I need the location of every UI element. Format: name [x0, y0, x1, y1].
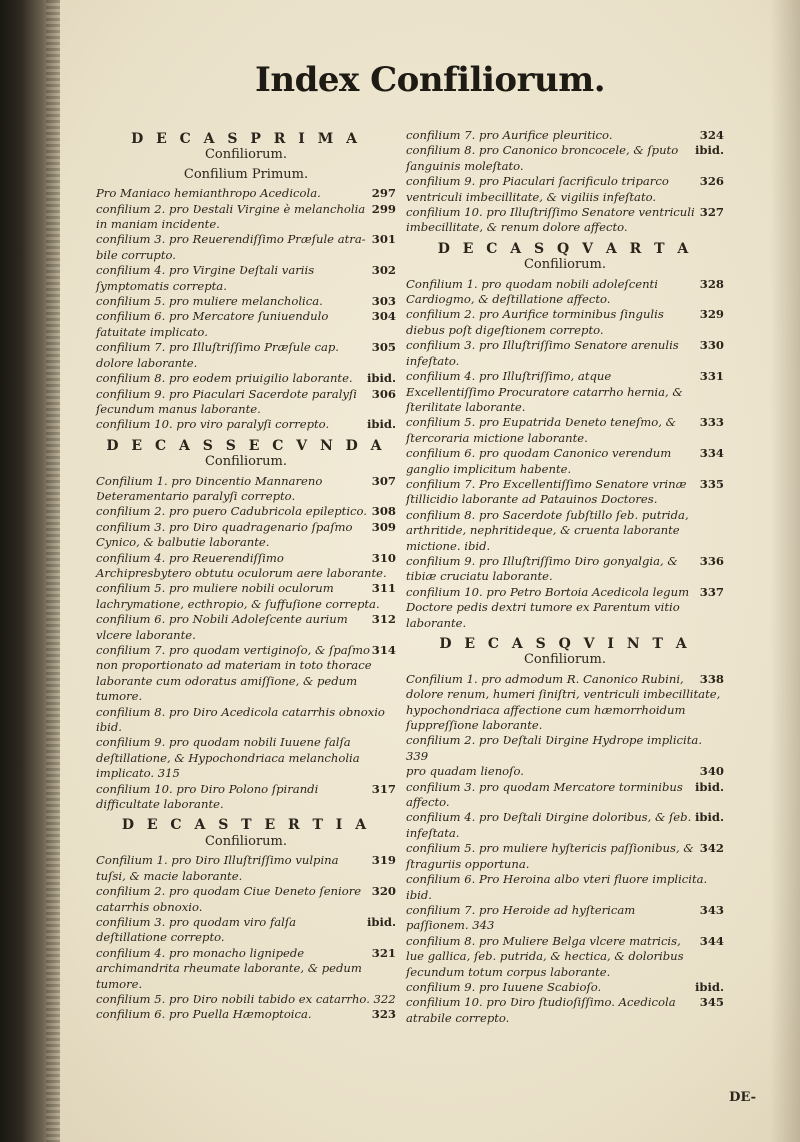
index-entry	[96, 946, 396, 992]
page-number: ibid.	[694, 143, 724, 158]
entry-text: confilium 7. pro Aurifice pleuritico.	[406, 128, 613, 142]
page-number: 307	[371, 473, 396, 488]
section-subheading: Confiliorum.	[204, 454, 287, 470]
entry-text: confilium 5. pro muliere nobili oculorum lachrymatione, ecthropio, & ſuffuſione correpta.	[96, 581, 380, 611]
page-number: ibid.	[366, 371, 396, 386]
index-entry	[406, 780, 724, 811]
section-subheading: Confiliorum.	[523, 257, 606, 273]
entry-text: confilium 8. pro eodem priuigilio laborante.	[96, 371, 353, 386]
index-entry	[96, 263, 396, 294]
page-number: 305	[371, 340, 396, 355]
page-number: 320	[371, 884, 396, 899]
entry-text: confilium 8. pro Sacerdote ſubſtillo ſeb. putrida, arthritide, nephritideque, & cruenta laborante mictione. ibid.	[406, 507, 689, 553]
index-entry	[406, 277, 724, 308]
left-column	[96, 126, 396, 1023]
page-number: 319	[371, 853, 396, 868]
entry-text: confilium 2. pro puero Cadubricola epileptico.	[96, 504, 367, 519]
page-number: 345	[699, 995, 724, 1010]
page-number: 324	[699, 128, 724, 142]
index-entry	[96, 387, 396, 418]
entry-text: confilium 5. pro Eupatrida Ʋeneto teneſmo, & ſtercoraria mictione laborante.	[406, 415, 676, 445]
page-number: 340	[699, 764, 724, 779]
section-subheading: Confiliorum.	[204, 833, 287, 849]
index-entry	[96, 915, 396, 946]
index-entry	[406, 205, 724, 236]
index-entry	[96, 551, 396, 582]
page-number: ibid.	[694, 810, 724, 825]
entry-text: confilium 6. pro Mercatore ſuniuendulo fatuitate implicato.	[96, 309, 329, 339]
entry-text: confilium 3. pro Illuſtriſſimo Senatore arenulis infeſtato.	[406, 338, 679, 368]
index-entry	[406, 872, 724, 903]
decas-heading: D E C A S Q V A R T A	[437, 240, 693, 257]
index-entry	[96, 294, 396, 309]
entry-text: confilium 8. pro Muliere Belga vlcere matricis, lue gallica, ſeb. putrida, & hectica, & doloribus ſecundum totum corpus laborante.	[406, 933, 684, 979]
entry-text: confilium 3. pro quodam Mercatore torminibus affecto.	[406, 779, 683, 810]
page-edge-shadow	[770, 0, 800, 1142]
page-number: 306	[371, 386, 396, 401]
entry-text: confilium 4. pro Ʋeſtali Ʋirgine doloribus, & ſeb. infeſtata.	[406, 810, 692, 840]
index-entry	[96, 309, 396, 340]
page-number: 310	[371, 550, 396, 565]
index-entry	[406, 338, 724, 369]
entry-text: Confilium 1. pro Ʋiro Illuſtriſſimo vulpina tuſsi, & macie laborante.	[96, 853, 339, 883]
entry-text: confilium 4. pro Reuerendiſſimo Archipresbytero obtutu oculorum aere laborante.	[96, 550, 387, 580]
entry-text: confilium 3. pro Reuerendiſſimo Præſule atra-bile corrupto.	[96, 232, 366, 262]
index-entry	[96, 417, 396, 432]
index-entry	[96, 232, 396, 263]
book-binding-edge	[0, 0, 60, 1142]
page-title: Index Confiliorum.	[254, 60, 606, 100]
page-number: 308	[371, 504, 396, 519]
index-entry	[406, 903, 724, 934]
decas-heading: D E C A S Q V I N T A	[439, 636, 691, 652]
entry-text: confilium 10. pro viro paralyſi correpto.	[96, 417, 330, 432]
right-column	[406, 128, 724, 1026]
page-number: 297	[371, 186, 396, 201]
entry-text: confilium 5. pro muliere melancholica.	[96, 294, 323, 309]
index-entry	[406, 995, 724, 1026]
index-entry	[96, 705, 396, 736]
entry-text: confilium 9. pro Illuſtriſſimo Ʋiro gonyalgia, & tibiæ cruciatu laborante.	[406, 553, 678, 584]
page-number: 327	[699, 205, 724, 220]
page-number: 342	[699, 841, 724, 856]
index-entry	[96, 581, 396, 612]
page-number: 312	[371, 612, 396, 627]
section-subheading: Confilium Primum.	[183, 166, 309, 182]
entry-text: confilium 8. pro Canonico broncocele, & ſputo ſanguinis moleſtato.	[406, 143, 679, 173]
index-entry	[406, 174, 724, 205]
section-subheading: Confiliorum.	[523, 652, 606, 668]
index-entry	[406, 508, 724, 554]
index-entry	[96, 992, 396, 1007]
page-number: 299	[371, 201, 396, 216]
page-number: 337	[699, 584, 724, 599]
entry-text: confilium 9. pro Piaculari Sacerdote paralyſi ſecundum manus laborante.	[96, 386, 357, 416]
index-entry	[406, 369, 724, 415]
decas-heading: D E C A S S E C V N D A	[106, 437, 386, 454]
index-entry	[406, 733, 724, 764]
index-entry	[406, 841, 724, 872]
index-entry	[96, 782, 396, 813]
entry-text: confilium 10. pro Petro Bortoia Acedicola legum Doctore pedis dextri tumore ex Parentum vitio laborante.	[406, 584, 690, 630]
index-entry	[406, 934, 724, 980]
catchword: DE-	[729, 1090, 756, 1105]
page-number: ibid.	[366, 417, 396, 432]
entry-text: confilium 9. pro Piaculari ſacrificulo triparco ventriculi imbecillitate, & vigiliis infeſtato.	[406, 174, 669, 204]
page-number: ibid.	[694, 979, 724, 994]
page-number: 326	[699, 174, 724, 189]
decas-heading: D E C A S P R I M A	[131, 131, 361, 147]
index-entry	[406, 585, 724, 631]
index-entry	[96, 202, 396, 233]
entry-text: confilium 10. pro Ʋiro ſtudioſiſſimo. Acedicola atrabile correpto.	[406, 995, 676, 1025]
entry-text: Confilium 1. pro Ʋincentio Mannareno Ʋeteramentario paralyſi correpto.	[96, 473, 323, 503]
index-entry	[406, 307, 724, 338]
index-entry	[96, 520, 396, 551]
index-entry	[406, 764, 724, 779]
page-number: 330	[699, 338, 724, 353]
entry-text: Confilium 1. pro admodum R. Canonico Rubini, dolore renum, humeri ſiniſtri, ventriculi imbecillitate, hypochondriaca affectione cum hæmorrhoidum ſuppreſſione laborante.	[406, 671, 721, 733]
index-entry	[406, 477, 724, 508]
page-number: 323	[371, 1007, 396, 1022]
entry-text: confilium 4. pro Virgine Ʋeſtali variis ſymptomatis correpta.	[96, 263, 315, 293]
page-number: ibid.	[366, 914, 396, 929]
index-entry	[406, 554, 724, 585]
page-number: 302	[371, 263, 396, 278]
entry-text: pro quadam lienoſo.	[406, 764, 524, 779]
entry-text: confilium 9. pro quodam nobili Iuuene falſa deſtillatione, & Hypochondriaca melancholia implicato. 315	[96, 735, 360, 781]
page-number: 321	[371, 945, 396, 960]
entry-text: confilium 5. pro Ʋiro nobili tabido ex catarrho. 322	[96, 991, 396, 1006]
entry-text: confilium 4. pro monacho lignipede archimandrita rheumate laborante, & pedum tumore.	[96, 945, 362, 991]
entry-text: confilium 7. pro quodam vertiginoſo, & ſpaſmo non proportionato ad materiam in toto thorace laborante cum odoratus amiſſione, & pedum tumore.	[96, 643, 372, 704]
entry-text: confilium 7. pro Illuſtriſſimo Præſule cap. dolore laborante.	[96, 340, 339, 370]
index-entry	[96, 186, 396, 201]
entry-text: confilium 10. pro Illuſtriſſimo Senatore ventriculi imbecillitate, & renum dolore affecto.	[406, 205, 695, 235]
entry-text: confilium 7. Pro Excellentiſſimo Senatore vrinæ ſtillicidio laborante ad Patauinos Doctores.	[406, 476, 687, 507]
page-number: 303	[371, 294, 396, 309]
entry-text: Confilium 1. pro quodam nobili adoleſcenti Cardiogmo, & deſtillatione affecto.	[406, 276, 658, 307]
page-number: 309	[371, 519, 396, 534]
entry-text: confilium 2. pro Ʋestali Virgine è melancholia in maniam incidente.	[96, 201, 366, 232]
page-number: 336	[699, 553, 724, 568]
entry-text: confilium 2. pro Ʋeſtali Ʋirgine Hydrope implicita. 339	[406, 733, 703, 763]
page-number: 311	[371, 581, 396, 596]
index-entry	[96, 884, 396, 915]
page-number: 334	[699, 446, 724, 461]
entry-text: confilium 9. pro Iuuene Scabioſo.	[406, 979, 602, 994]
entry-text: confilium 6. Pro Heroina albo vteri fluore implicita. ibid.	[406, 872, 708, 902]
entry-text: confilium 2. pro quodam Ciue Ʋeneto ſeniore catarrhis obnoxio.	[96, 884, 362, 914]
index-entry	[406, 980, 724, 995]
page-number: ibid.	[694, 779, 724, 794]
decas-heading: D E C A S T E R T I A	[121, 817, 371, 834]
page-number: 343	[699, 902, 724, 917]
index-entry	[96, 474, 396, 505]
page-number: 317	[371, 781, 396, 796]
entry-text: confilium 4. pro Illuſtriſſimo, atque Excellentiſſimo Procuratore catarrho hernia, & ſterilitate laborante.	[406, 369, 683, 414]
index-entry	[96, 612, 396, 643]
page-number: 335	[699, 476, 724, 491]
entry-text: confilium 2. pro Aurifice torminibus ſingulis diebus poſt digeſtionem correpto.	[406, 307, 664, 337]
index-entry	[406, 810, 724, 841]
page-number: 314	[371, 643, 396, 657]
page-number: 328	[699, 276, 724, 291]
index-entry	[406, 143, 724, 174]
index-entry	[96, 340, 396, 371]
index-entry	[96, 643, 396, 705]
entry-text: confilium 10. pro Ʋiro Polono ſpirandi difficultate laborante.	[96, 781, 319, 812]
entry-text: confilium 5. pro muliere hyſtericis paſſionibus, & ſtraguriis opportuna.	[406, 841, 694, 871]
entry-text: confilium 6. pro Nobili Adoleſcente aurium vlcere laborante.	[96, 612, 348, 642]
page-number: 304	[371, 309, 396, 324]
index-entry	[406, 446, 724, 477]
entry-text: confilium 7. pro Heroide ad hyſtericam paſſionem. 343	[406, 902, 636, 933]
page-number: 344	[699, 933, 724, 948]
entry-text: confilium 3. pro Ʋiro quadragenario ſpaſmo Cynico, & balbutie laborante.	[96, 519, 353, 550]
page-number: 333	[699, 415, 724, 430]
entry-text: confilium 6. pro quodam Canonico verendum ganglio implicitum habente.	[406, 446, 672, 476]
page-number: 331	[699, 369, 724, 384]
page-number: 301	[371, 232, 396, 247]
index-entry	[96, 853, 396, 884]
index-entry	[96, 735, 396, 781]
index-entry	[96, 1007, 396, 1022]
entry-text: confilium 3. pro quodam viro falſa deſtillatione correpto.	[96, 914, 297, 945]
index-entry	[96, 504, 396, 519]
index-entry	[406, 128, 724, 143]
index-entry	[406, 415, 724, 446]
page-number: 329	[699, 307, 724, 322]
entry-text: Pro Maniaco hemianthropo Acedicola.	[96, 186, 321, 201]
index-entry	[406, 672, 724, 734]
index-entry	[96, 371, 396, 386]
entry-text: confilium 8. pro Ʋiro Acedicola catarrhis obnoxio ibid.	[96, 704, 385, 735]
page-number: 338	[699, 671, 724, 686]
section-subheading: Confiliorum.	[204, 147, 287, 163]
entry-text: confilium 6. pro Puella Hæmoptoica.	[96, 1007, 312, 1022]
